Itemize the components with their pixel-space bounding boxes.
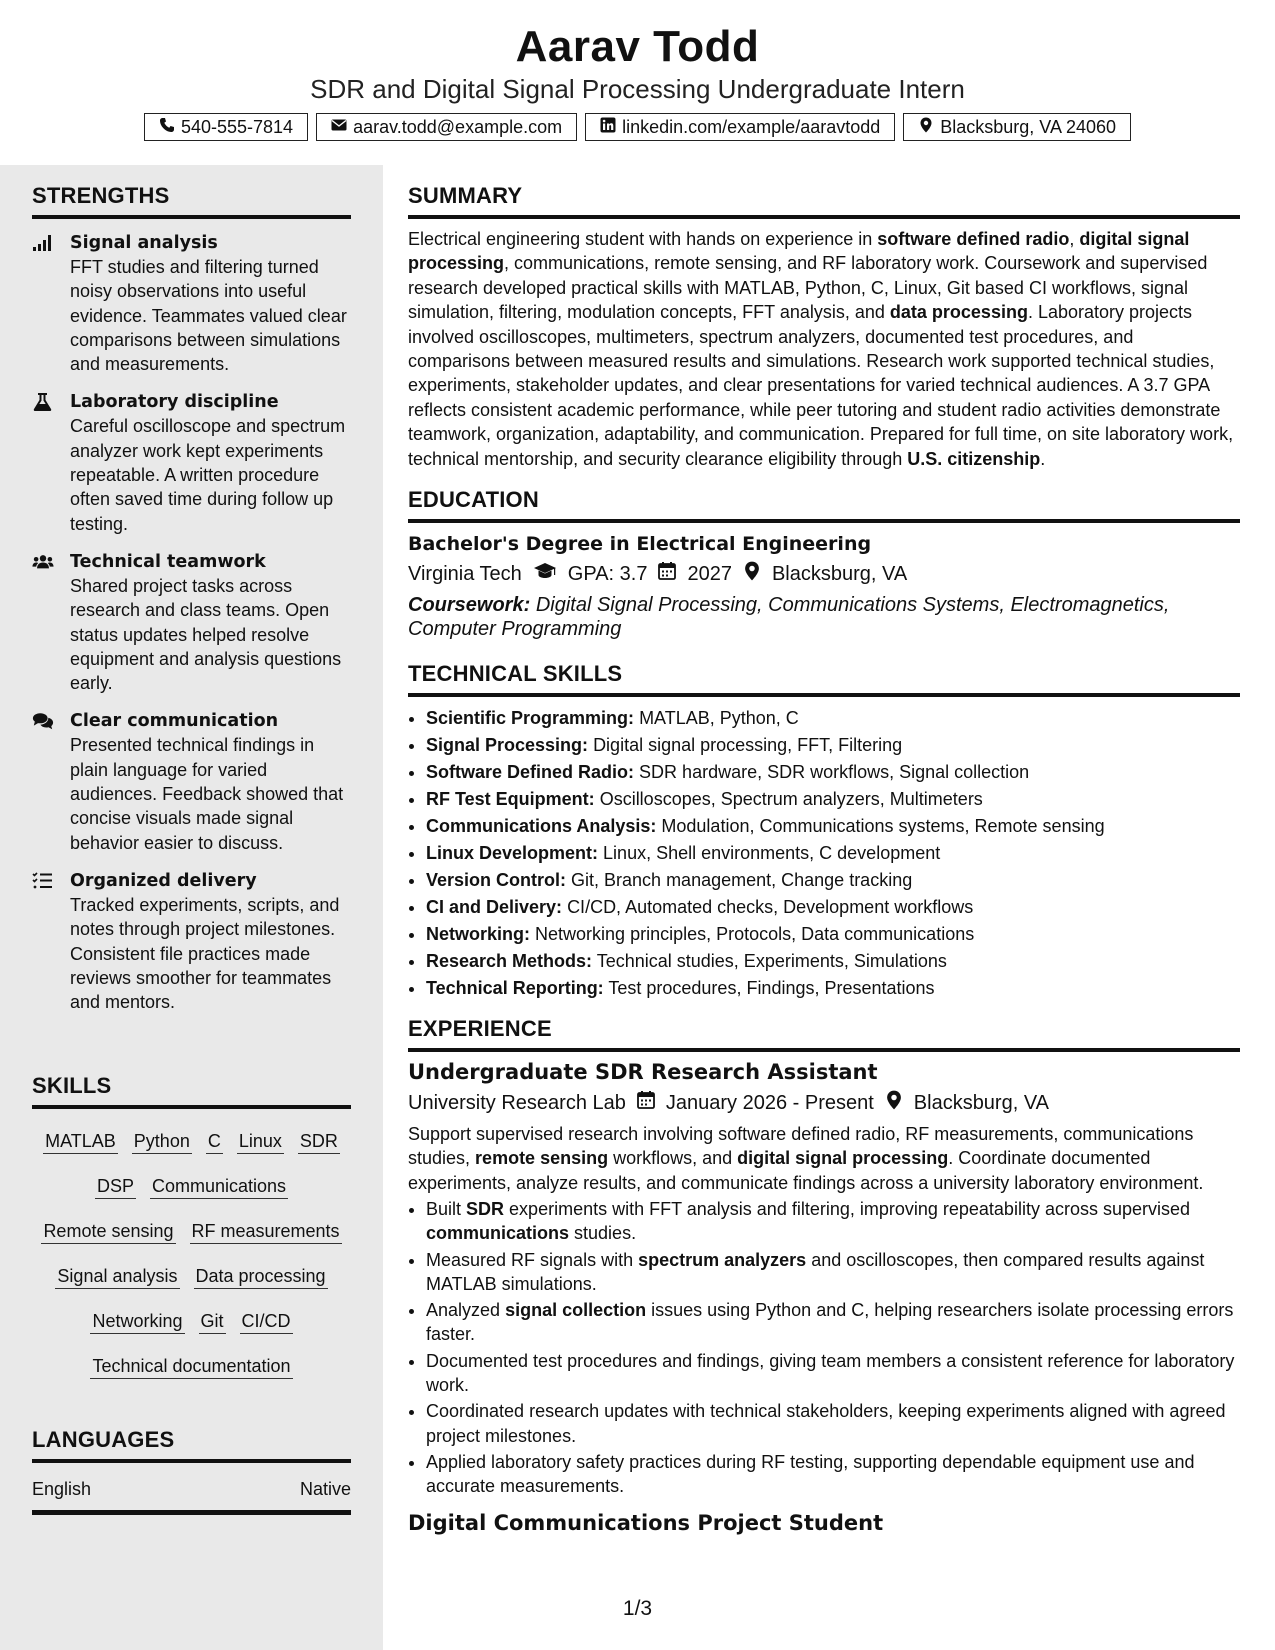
technical-skill-value: Linux, Shell environments, C development xyxy=(603,843,941,864)
technical-skill-value: Networking principles, Protocols, Data communications xyxy=(535,924,975,945)
language-row xyxy=(32,1479,351,1515)
technical-skill-value: Digital signal processing, FFT, Filtering xyxy=(593,735,903,756)
phone-icon xyxy=(159,117,175,138)
job-bullet: • Analyzed signal collection issues using Python and C, helping researchers isolate processing errors faster. xyxy=(426,1298,1240,1347)
language-name: English xyxy=(32,1479,92,1499)
strength-title: Organized delivery xyxy=(70,870,257,891)
technical-skill-item xyxy=(426,705,1240,732)
technical-skill-value: Oscilloscopes, Spectrum analyzers, Multimeters xyxy=(599,789,983,810)
experience-section xyxy=(408,1016,1240,1534)
technical-skill-value: Git, Branch management, Change tracking xyxy=(571,870,913,891)
skill-tag: Signal analysis xyxy=(55,1264,179,1289)
skill-tag: Communications xyxy=(150,1174,288,1199)
strength-desc: Careful oscilloscope and spectrum analyzer work kept experiments repeatable. A written procedure often saved time during follow up testing. xyxy=(70,416,346,534)
technical-skill-value: SDR hardware, SDR workflows, Signal collection xyxy=(639,762,1030,783)
job-meta xyxy=(408,1090,1240,1116)
technical-skill-label: Software Defined Radio: xyxy=(426,762,635,783)
sidebar xyxy=(0,165,383,1650)
job-description: Support supervised research involving software defined radio, RF measurements, communications studies, remote sensing workflows, and digital signal processing. Coordinate documented experiments, analyze results, and communicate findings across a university laboratory environment. xyxy=(408,1124,1204,1193)
job-bullet: • Applied laboratory safety practices during RF testing, supporting dependable equipment use and accurate measurements. xyxy=(426,1450,1240,1499)
school-name: Virginia Tech xyxy=(408,562,522,585)
job-bullet: • Measured RF signals with spectrum analyzers and oscilloscopes, then compared results against MATLAB simulations. xyxy=(426,1248,1240,1297)
technical-skill-value: Modulation, Communications systems, Remote sensing xyxy=(661,816,1105,837)
experience-heading: EXPERIENCE xyxy=(408,1016,1240,1052)
skill-tag: Linux xyxy=(237,1129,284,1154)
technical-skill-item xyxy=(426,975,1240,1002)
strength-title: Signal analysis xyxy=(70,233,218,253)
technical-skill-label: Signal Processing: xyxy=(426,735,589,756)
skill-tag-row xyxy=(32,1209,351,1254)
contact-bar xyxy=(0,113,1275,141)
skill-tag: Git xyxy=(199,1309,226,1334)
technical-skill-label: Technical Reporting: xyxy=(426,978,604,999)
skills-section xyxy=(32,1073,351,1389)
technical-skill-value: CI/CD, Automated checks, Development workflows xyxy=(567,897,974,918)
technical-skill-label: Research Methods: xyxy=(426,951,593,972)
technical-skill-label: Scientific Programming: xyxy=(426,708,635,729)
strength-desc: Tracked experiments, scripts, and notes through project milestones. Consistent file practices made reviews smoother for teammates and mentors. xyxy=(70,894,340,1013)
technical-skill-item xyxy=(426,867,1240,894)
users-icon xyxy=(32,550,70,695)
email-address[interactable]: aarav.todd@example.com xyxy=(353,116,563,137)
skill-tag: CI/CD xyxy=(240,1309,293,1334)
technical-skill-label: Linux Development: xyxy=(426,843,599,864)
summary-section xyxy=(408,183,1240,471)
strength-item xyxy=(32,231,351,376)
coursework-list: Digital Signal Processing, Communications Systems, Electromagnetics, Computer Programming xyxy=(408,594,1170,641)
linkedin-icon xyxy=(600,117,616,138)
job-location: Blacksburg, VA xyxy=(913,1091,1050,1114)
calendar-icon xyxy=(657,561,677,587)
phone-number: 540-555-7814 xyxy=(180,116,294,137)
strength-item xyxy=(32,709,351,854)
coursework-label: Coursework: xyxy=(408,594,531,617)
location-text: Blacksburg, VA 24060 xyxy=(940,116,1117,137)
summary-heading: SUMMARY xyxy=(408,183,1240,219)
technical-skills-list xyxy=(408,705,1240,1002)
map-pin-icon xyxy=(918,117,934,138)
signal-bars-icon xyxy=(32,231,70,376)
education-heading: EDUCATION xyxy=(408,487,1240,523)
technical-skills-section xyxy=(408,661,1240,1002)
technical-skill-item xyxy=(426,894,1240,921)
job-bullet: • Built SDR experiments with FFT analysis and filtering, improving repeatability across supervised communications studies. xyxy=(426,1197,1240,1246)
gpa: GPA: 3.7 xyxy=(567,562,648,585)
degree-title: Bachelor's Degree in Electrical Engineering xyxy=(408,533,872,556)
skill-tag-row xyxy=(32,1119,351,1164)
technical-skill-item xyxy=(426,813,1240,840)
chat-bubbles-icon xyxy=(32,709,70,854)
job-title: Undergraduate SDR Research Assistant xyxy=(408,1060,878,1085)
skill-tag: Data processing xyxy=(194,1264,328,1289)
languages-heading: LANGUAGES xyxy=(32,1427,351,1463)
calendar-icon xyxy=(636,1090,656,1116)
map-pin-icon xyxy=(742,561,762,587)
technical-skill-label: Version Control: xyxy=(426,870,567,891)
job-bullet: • Documented test procedures and findings, giving team members a consistent reference for laboratory work. xyxy=(426,1349,1240,1398)
strength-item xyxy=(32,869,351,1014)
contact-phone xyxy=(144,113,308,141)
contact-email[interactable] xyxy=(316,113,577,141)
education-section xyxy=(408,487,1240,641)
skill-tag: Technical documentation xyxy=(90,1354,292,1379)
strength-desc: Presented technical findings in plain language for varied audiences. Feedback showed that concise visuals made signal behavior easier to discuss. xyxy=(70,735,344,853)
strength-title: Technical teamwork xyxy=(70,551,266,572)
technical-skill-item xyxy=(426,786,1240,813)
candidate-name: Aarav Todd xyxy=(515,22,760,71)
strength-title: Clear communication xyxy=(70,711,279,732)
technical-skill-label: CI and Delivery: xyxy=(426,897,563,918)
technical-skill-item xyxy=(426,921,1240,948)
skill-tag-row xyxy=(32,1299,351,1344)
skill-tag: SDR xyxy=(298,1129,340,1154)
envelope-icon xyxy=(331,117,347,138)
skill-tag: Remote sensing xyxy=(41,1219,175,1244)
skill-tag: RF measurements xyxy=(190,1219,342,1244)
skill-tag-row xyxy=(32,1254,351,1299)
task-list-icon xyxy=(32,869,70,1014)
education-meta xyxy=(408,561,1240,587)
strength-item xyxy=(32,550,351,695)
skill-tag: Python xyxy=(132,1129,192,1154)
skill-tag-row xyxy=(32,1164,351,1209)
technical-skill-value: Test procedures, Findings, Presentations xyxy=(608,978,935,999)
technical-skill-value: MATLAB, Python, C xyxy=(639,708,799,729)
page-number: 1/3 xyxy=(622,1597,653,1620)
job-bullet: • Coordinated research updates with technical stakeholders, keeping experiments aligned with agreed project milestones. xyxy=(426,1399,1240,1448)
technical-skill-item xyxy=(426,759,1240,786)
technical-skill-label: Networking: xyxy=(426,924,531,945)
strengths-heading: STRENGTHS xyxy=(32,183,351,219)
job-bullets xyxy=(408,1197,1240,1499)
skill-tag-cloud xyxy=(32,1119,351,1389)
skills-heading: SKILLS xyxy=(32,1073,351,1109)
language-level: Native xyxy=(299,1479,351,1499)
skill-tag: DSP xyxy=(95,1174,136,1199)
resume-header xyxy=(0,0,1275,165)
strength-item xyxy=(32,390,351,535)
graduation-cap-icon xyxy=(532,561,558,587)
graduation-year: 2027 xyxy=(687,562,732,585)
strengths-section xyxy=(32,183,351,1014)
technical-skill-label: RF Test Equipment: xyxy=(426,789,595,810)
map-pin-icon xyxy=(884,1090,904,1116)
technical-skill-item xyxy=(426,948,1240,975)
strength-title: Laboratory discipline xyxy=(70,392,279,413)
technical-skill-item xyxy=(426,732,1240,759)
school-location: Blacksburg, VA xyxy=(771,562,908,585)
flask-icon xyxy=(32,390,70,535)
coursework xyxy=(408,593,1240,641)
technical-skill-label: Communications Analysis: xyxy=(426,816,657,837)
languages-section xyxy=(32,1427,351,1515)
skill-tag: C xyxy=(206,1129,223,1154)
job-org: University Research Lab xyxy=(408,1091,626,1114)
candidate-title: SDR and Digital Signal Processing Undergraduate Intern xyxy=(310,74,965,104)
strength-desc: Shared project tasks across research and class teams. Open status updates helped resolve equipment and analysis questions early. xyxy=(70,575,342,694)
skill-tag: Networking xyxy=(90,1309,184,1334)
technical-skill-value: Technical studies, Experiments, Simulations xyxy=(596,951,947,972)
contact-linkedin[interactable] xyxy=(585,113,895,141)
main-content xyxy=(408,165,1240,1535)
job-dates: January 2026 - Present xyxy=(665,1091,874,1114)
technical-skills-heading: TECHNICAL SKILLS xyxy=(408,661,1240,697)
skill-tag-row xyxy=(32,1344,351,1389)
summary-text: Electrical engineering student with hands on experience in software defined radio, digital signal processing, communications, remote sensing, and RF laboratory work. Coursework and supervised research developed practical skills with MATLAB, Python, C, Linux, Git based CI workflows, signal simulation, filtering, modulation concepts, FFT analysis, and data processing. Laboratory projects involved oscilloscopes, multimeters, spectrum analyzers, documented test procedures, and comparisons between measured results and simulations. Research work supported technical studies, experiments, stakeholder updates, and clear presentations for varied technical audiences. A 3.7 GPA reflects consistent academic performance, while peer tutoring and student radio activities demonstrate teamwork, organization, adaptability, and communication. Prepared for full time, on site laboratory work, technical mentorship, and security clearance eligibility through U.S. citizenship. xyxy=(408,229,1234,469)
technical-skill-item xyxy=(426,840,1240,867)
linkedin-url[interactable]: linkedin.com/example/aaravtodd xyxy=(622,116,881,137)
skill-tag: MATLAB xyxy=(43,1129,118,1154)
job-title: Digital Communications Project Student xyxy=(408,1510,884,1535)
contact-location xyxy=(903,113,1131,141)
strength-desc: FFT studies and filtering turned noisy observations into useful evidence. Teammates valued clear comparisons between simulations and measurements. xyxy=(70,257,347,375)
